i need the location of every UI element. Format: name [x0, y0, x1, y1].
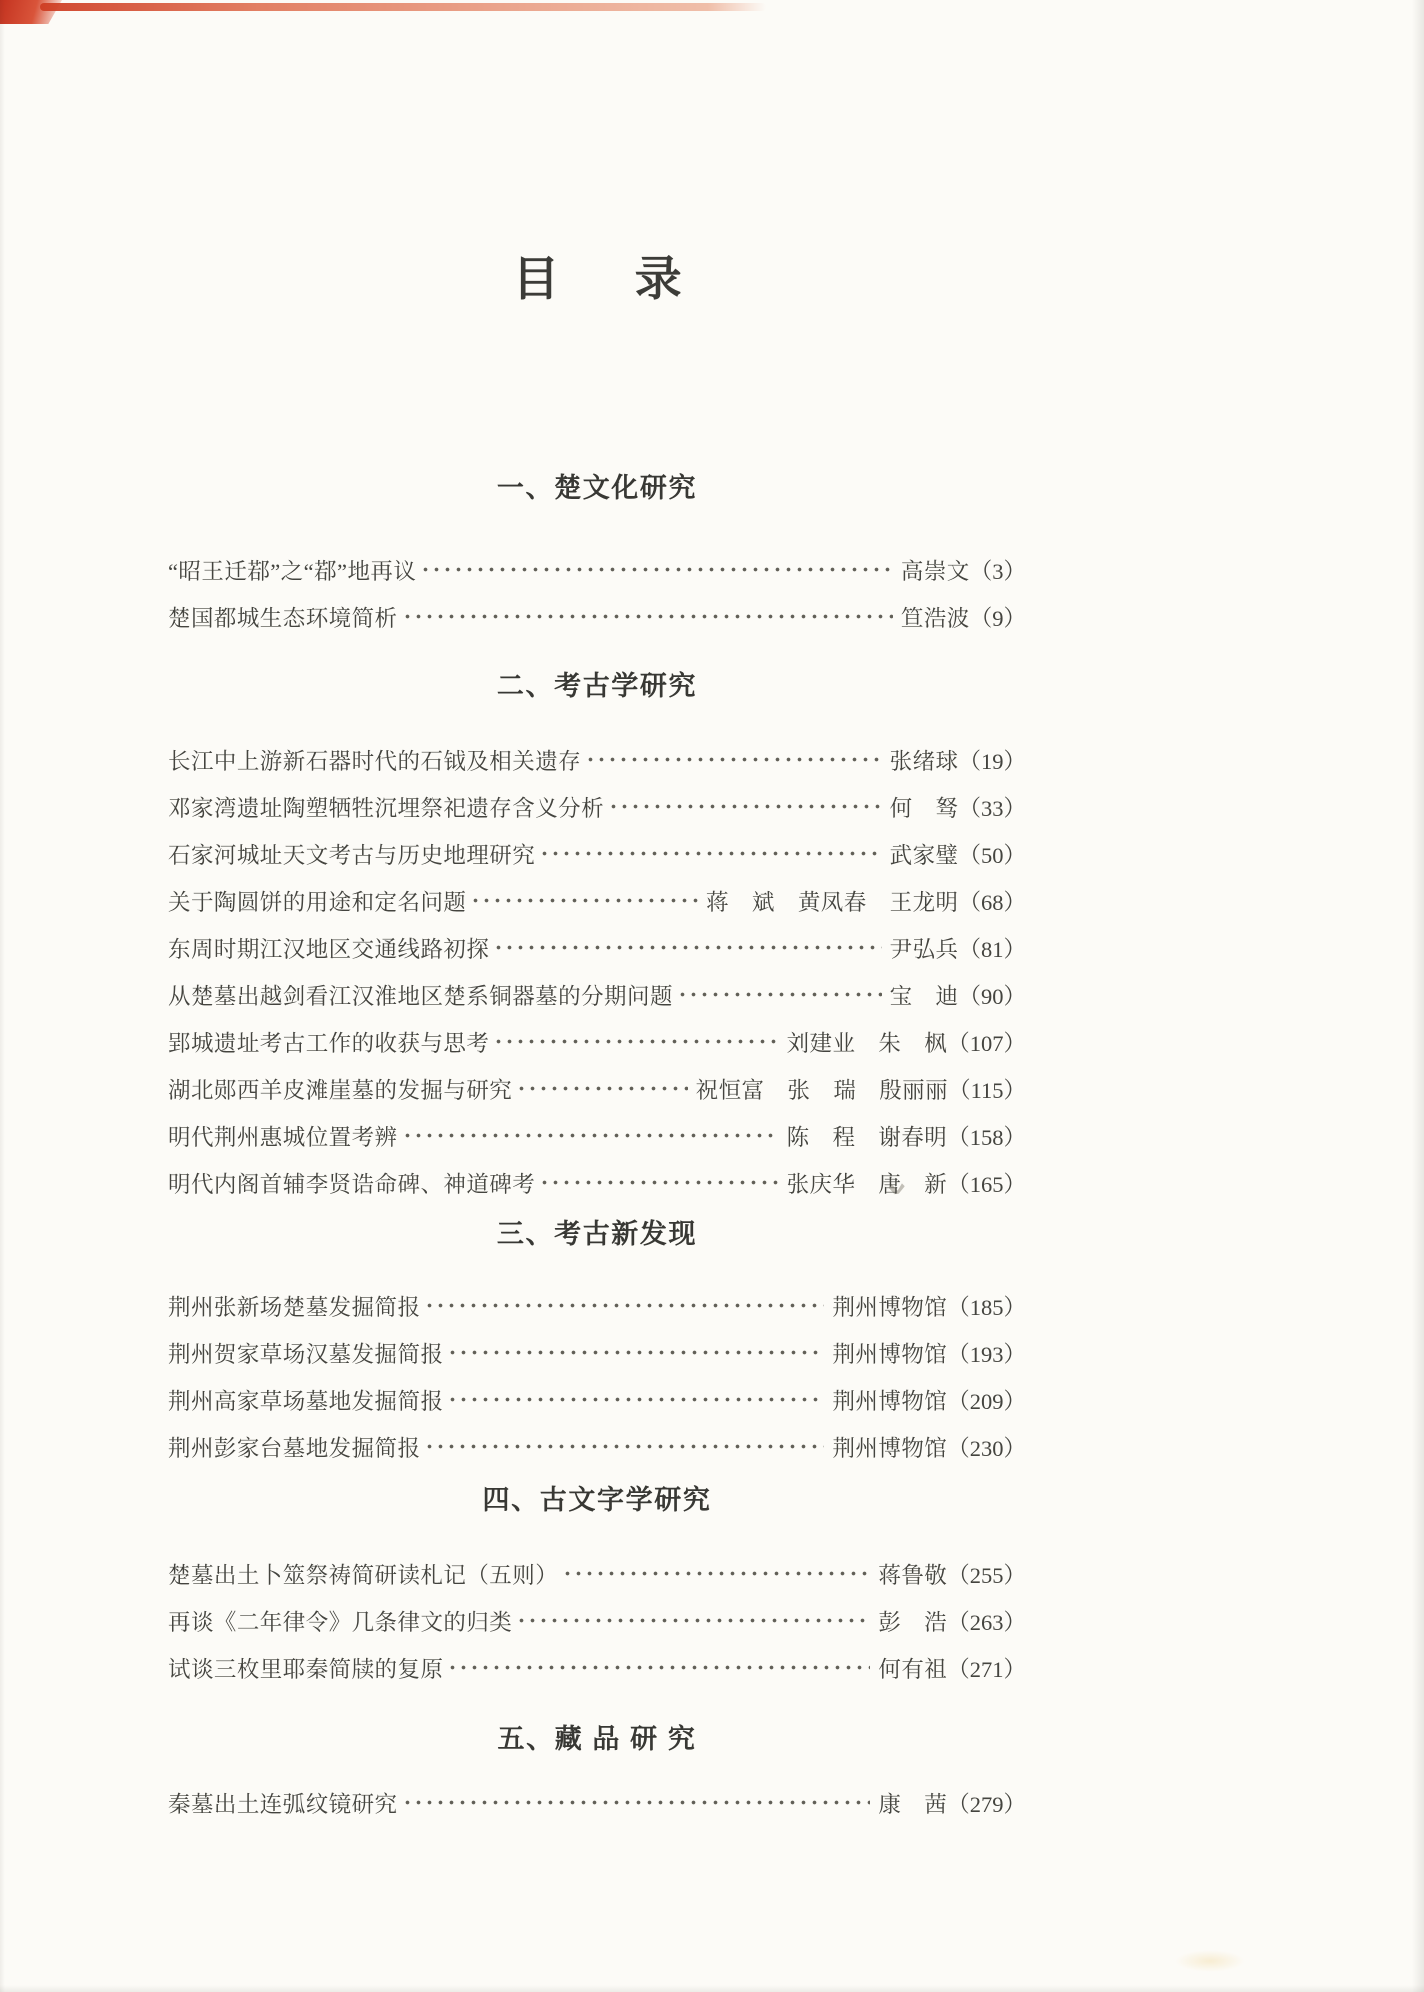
toc-entry [168, 1550, 1026, 1597]
entry-page-number: （33） [958, 795, 1026, 821]
entry-title: 试谈三枚里耶秦简牍的复原 [168, 1656, 444, 1682]
dot-leader [562, 1568, 870, 1579]
dot-leader [402, 1130, 779, 1141]
toc-entry [168, 1329, 1026, 1376]
toc-section-collection-research [168, 1721, 1026, 1826]
entry-page-number: （3） [969, 558, 1026, 584]
entry-authors: 张绪球 [889, 748, 959, 774]
toc-section-archaeology-research [168, 668, 1026, 1206]
entry-authors: 尹弘兵 [889, 936, 959, 962]
section-entries [168, 1550, 1026, 1691]
entry-page-number: （9） [969, 605, 1026, 631]
entry-page-number: （81） [958, 936, 1026, 962]
dot-leader [585, 754, 882, 765]
entry-authors: 何有祖 [878, 1656, 948, 1682]
entry-title: 秦墓出土连弧纹镜研究 [168, 1791, 398, 1817]
entry-page-number: （193） [947, 1341, 1026, 1367]
toc-entry [168, 1112, 1026, 1159]
scan-artifact-smudge [1175, 1950, 1245, 1972]
entry-title: 再谈《二年律令》几条律文的归类 [168, 1609, 513, 1635]
toc-entry [168, 1159, 1026, 1206]
page-title: 目 录 [512, 254, 696, 306]
entry-title: “昭王迁鄀”之“鄀”地再议 [168, 558, 417, 584]
dot-leader [493, 1036, 778, 1047]
toc-entry [168, 593, 1026, 640]
entry-title: 邓家湾遗址陶塑牺牲沉埋祭祀遗存含义分析 [168, 795, 605, 821]
entry-page-number: （255） [947, 1562, 1026, 1588]
dot-leader [424, 1300, 824, 1311]
toc-entry [168, 1282, 1026, 1329]
table-of-contents [168, 0, 1026, 1826]
entry-authors: 祝恒富 张 瑞 殷丽丽 [695, 1077, 949, 1103]
entry-page-number: （279） [947, 1791, 1026, 1817]
entry-authors: 蒋 斌 黄凤春 王龙明 [706, 889, 959, 915]
scan-artifact-bottom-shadow [0, 1985, 1424, 1992]
entry-page-number: （158） [947, 1124, 1026, 1150]
entry-authors: 荆州博物馆 [832, 1341, 948, 1367]
entry-title: 明代荆州惠城位置考辨 [168, 1124, 398, 1150]
dot-leader [447, 1394, 824, 1405]
entry-authors: 荆州博物馆 [832, 1294, 948, 1320]
dot-leader [677, 989, 882, 1000]
entry-authors: 刘建业 朱 枫 [786, 1030, 948, 1056]
dot-leader [608, 801, 882, 812]
entry-page-number: （263） [947, 1609, 1026, 1635]
entry-page-number: （19） [958, 748, 1026, 774]
entry-title: 荆州彭家台墓地发掘简报 [168, 1435, 421, 1461]
entry-page-number: （107） [947, 1030, 1026, 1056]
toc-entry [168, 1779, 1026, 1826]
entry-title: 从楚墓出越剑看江汉淮地区楚系铜器墓的分期问题 [168, 983, 673, 1009]
dot-leader [470, 895, 698, 906]
entry-authors: 何 驽 [889, 795, 959, 821]
entry-authors: 荆州博物馆 [832, 1435, 948, 1461]
dot-leader [420, 564, 893, 575]
toc-entry [168, 924, 1026, 971]
entry-authors: 张庆华 唐 新 [786, 1171, 948, 1197]
dot-leader [402, 611, 893, 622]
entry-page-number: （68） [958, 889, 1026, 915]
toc-entry [168, 877, 1026, 924]
toc-entry [168, 1423, 1026, 1470]
dot-leader [447, 1347, 824, 1358]
toc-entry [168, 546, 1026, 593]
entry-authors: 荆州博物馆 [832, 1388, 948, 1414]
toc-entry [168, 830, 1026, 877]
toc-entry [168, 736, 1026, 783]
entry-title: 楚墓出土卜筮祭祷简研读札记（五则） [168, 1562, 559, 1588]
entry-page-number: （185） [947, 1294, 1026, 1320]
entry-authors: 彭 浩 [878, 1609, 948, 1635]
section-heading: 三、考古新发现 [496, 1219, 698, 1249]
entry-page-number: （90） [958, 983, 1026, 1009]
entry-title: 荆州高家草场墓地发掘简报 [168, 1388, 444, 1414]
entry-title: 东周时期江汉地区交通线路初探 [168, 936, 490, 962]
entry-authors: 康 茜 [878, 1791, 948, 1817]
entry-title: 石家河城址天文考古与历史地理研究 [168, 842, 536, 868]
section-heading: 一、楚文化研究 [496, 473, 698, 503]
entry-page-number: （115） [948, 1077, 1026, 1103]
entry-title: 郢城遗址考古工作的收获与思考 [168, 1030, 490, 1056]
scan-artifact-left-shadow [0, 0, 5, 1992]
entry-title: 明代内阁首辅李贤诰命碑、神道碑考 [168, 1171, 536, 1197]
toc-entry [168, 783, 1026, 830]
toc-entry [168, 1376, 1026, 1423]
entry-title: 长江中上游新石器时代的石钺及相关遗存 [168, 748, 582, 774]
section-entries [168, 736, 1026, 1206]
entry-page-number: （230） [947, 1435, 1026, 1461]
section-entries [168, 1779, 1026, 1826]
section-entries [168, 1282, 1026, 1470]
entry-authors: 武家璧 [889, 842, 959, 868]
entry-authors: 蒋鲁敬 [878, 1562, 948, 1588]
entry-authors: 笪浩波 [900, 605, 970, 631]
toc-entry [168, 1597, 1026, 1644]
entry-authors: 宝 迪 [889, 983, 959, 1009]
toc-section-paleography [168, 1482, 1026, 1691]
entry-page-number: （271） [947, 1656, 1026, 1682]
entry-title: 荆州张新场楚墓发掘简报 [168, 1294, 421, 1320]
dot-leader [516, 1083, 687, 1094]
entry-authors: 陈 程 谢春明 [786, 1124, 948, 1150]
dot-leader [447, 1662, 870, 1673]
toc-section-new-discoveries [168, 1216, 1026, 1470]
dot-leader [493, 942, 881, 953]
dot-leader [539, 848, 881, 859]
section-entries [168, 546, 1026, 640]
dot-leader [516, 1615, 870, 1626]
entry-title: 楚国都城生态环境简析 [168, 605, 398, 631]
toc-entry [168, 971, 1026, 1018]
entry-authors: 高崇文 [900, 558, 970, 584]
dot-leader [539, 1177, 778, 1188]
entry-page-number: （165） [947, 1171, 1026, 1197]
toc-entry [168, 1018, 1026, 1065]
section-heading: 二、考古学研究 [496, 671, 698, 701]
toc-section-chu-culture [168, 470, 1026, 640]
toc-entry [168, 1644, 1026, 1691]
entry-page-number: （209） [947, 1388, 1026, 1414]
section-heading: 四、古文字学研究 [482, 1485, 712, 1515]
entry-title: 湖北郧西羊皮滩崖墓的发掘与研究 [168, 1077, 513, 1103]
entry-page-number: （50） [958, 842, 1026, 868]
entry-title: 荆州贺家草场汉墓发掘简报 [168, 1341, 444, 1367]
entry-title: 关于陶圆饼的用途和定名问题 [168, 889, 467, 915]
toc-entry [168, 1065, 1026, 1112]
dot-leader [402, 1797, 871, 1808]
scan-artifact-right-shadow [1412, 0, 1424, 1992]
section-heading: 五、藏 品 研 究 [497, 1724, 697, 1754]
dot-leader [424, 1441, 824, 1452]
